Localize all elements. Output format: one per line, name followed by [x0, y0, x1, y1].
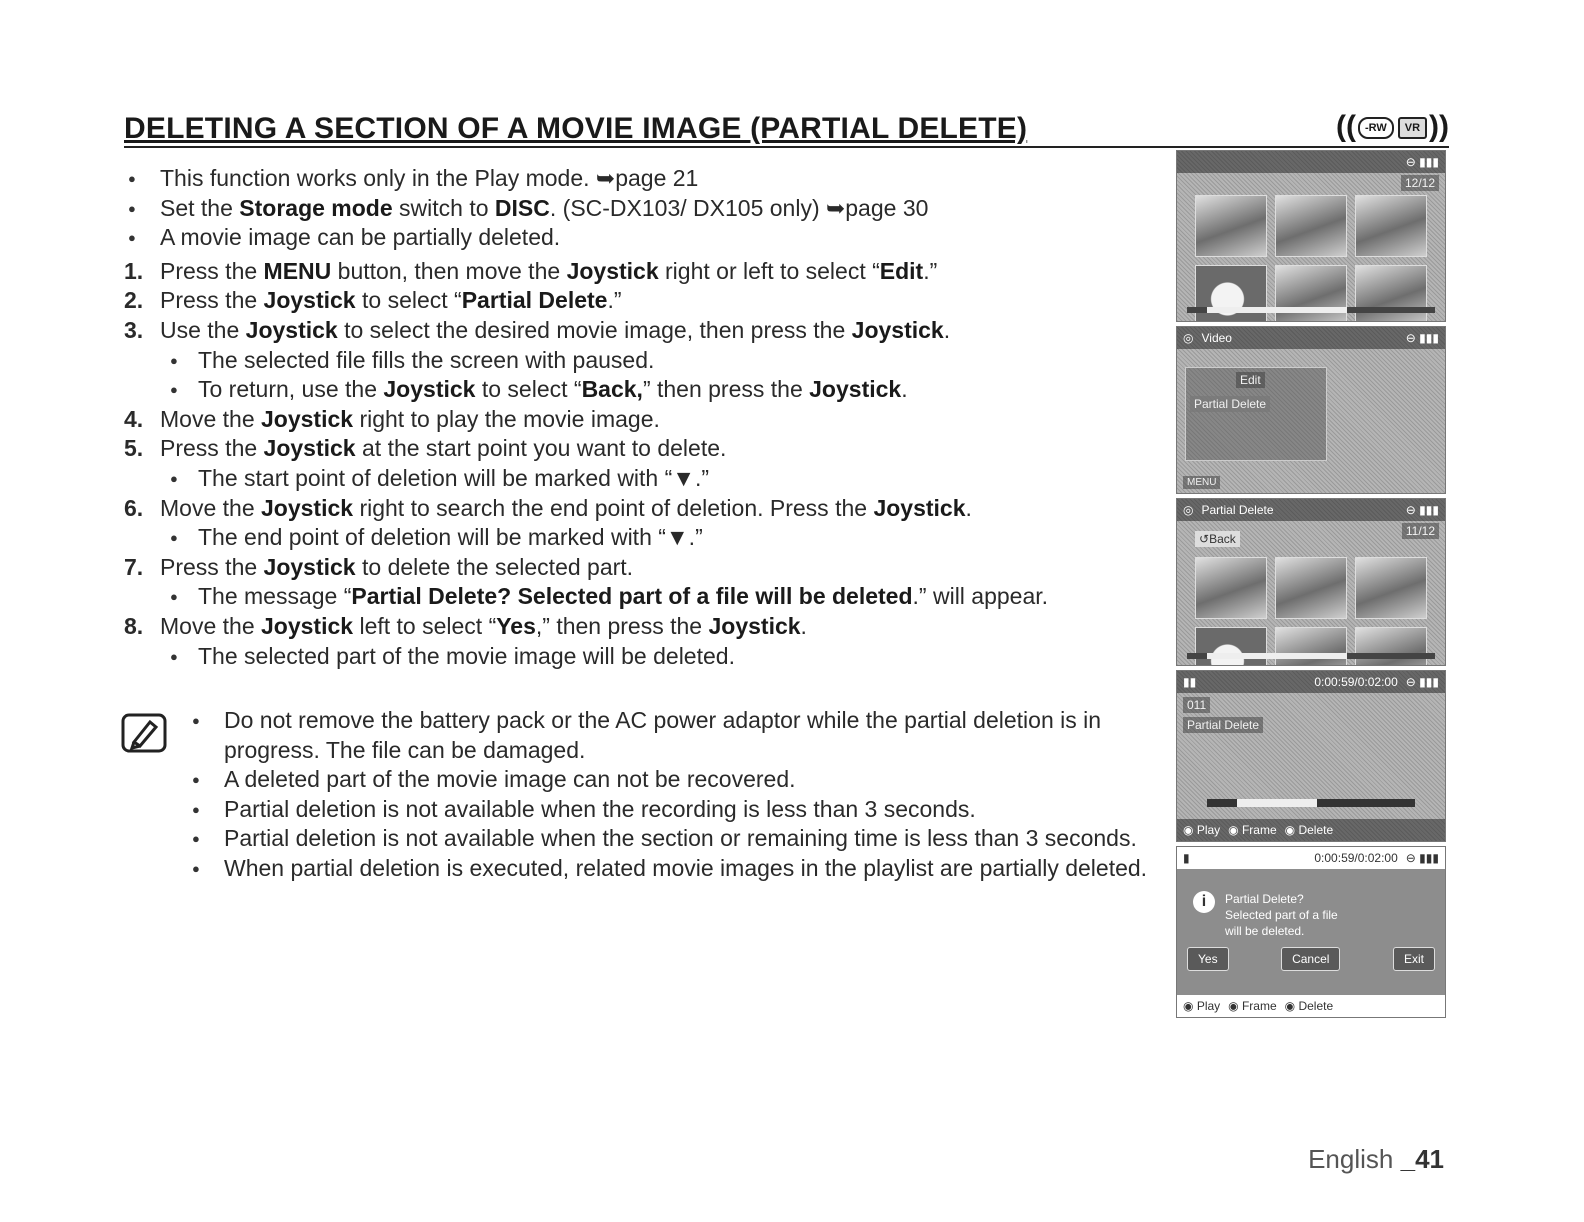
text-run: The message “ — [198, 583, 352, 610]
title-row — [124, 112, 1449, 148]
thumbnail — [1355, 627, 1427, 666]
step-item — [124, 405, 1164, 435]
emphasis-text: Joystick — [245, 316, 338, 343]
step-number: 1. — [124, 257, 144, 284]
note-item: ● A deleted part of the movie image can not be recovered. — [188, 765, 1160, 795]
pause-icon: ▮▮ — [1183, 675, 1197, 689]
screen-bottom-bar — [1177, 819, 1445, 841]
step-number: 7. — [124, 553, 144, 580]
cancel-button: Cancel — [1281, 947, 1340, 971]
text-run: Press the — [160, 553, 264, 580]
sub-bullet-item — [160, 375, 1164, 405]
emphasis-text: Joystick — [383, 376, 476, 403]
text-run: The start point of deletion will be marked with “▼.” — [198, 464, 710, 491]
thumbnail — [1275, 557, 1347, 619]
time-counter: 0:00:59/0:02:00 — [1314, 851, 1398, 865]
text-run: This function works only in the Play mode. — [160, 165, 596, 191]
play-control: ◉ Play — [1183, 999, 1221, 1013]
page-footer — [1308, 1144, 1444, 1175]
page-number: _41 — [1400, 1144, 1444, 1174]
text-run: . (SC-DX103/ DX105 only) ➥page 30 — [549, 194, 929, 221]
step-item — [124, 494, 1164, 553]
thumbnail — [1275, 265, 1347, 322]
step-number: 3. — [124, 316, 144, 343]
video-mode-icon: ◎ — [1183, 503, 1194, 517]
thumbnail — [1355, 557, 1427, 619]
disc-indicator-icon: ⊖ ▮▮▮ — [1405, 503, 1439, 517]
step-item — [124, 286, 1164, 316]
text-run: switch to — [392, 194, 495, 221]
text-run: button, then move the — [331, 257, 567, 284]
text-run: Move the — [160, 612, 261, 639]
text-run: to select the desired movie image, then press the — [337, 316, 852, 343]
text-run: left to select “ — [353, 612, 497, 639]
text-run: Move the — [160, 494, 261, 521]
disc-indicator-icon: ⊖ ▮▮▮ — [1405, 675, 1439, 689]
text-run: ➥page 21 — [595, 165, 699, 191]
text-run: .” — [607, 287, 622, 314]
screen-bottom-bar — [1177, 995, 1445, 1017]
emphasis-text: MENU — [263, 257, 332, 284]
text-run: right or left to select “ — [658, 257, 880, 284]
menu-button-label: MENU — [1183, 476, 1220, 489]
text-run: at the start point you want to delete. — [355, 435, 727, 462]
step-item — [124, 257, 1164, 287]
step-item — [124, 553, 1164, 612]
footer-language: English — [1308, 1144, 1394, 1174]
emphasis-text: Joystick — [263, 287, 356, 314]
emphasis-text: Joystick — [263, 435, 356, 462]
step-number: 8. — [124, 612, 144, 639]
scroll-bar — [1187, 307, 1435, 313]
disc-indicator-icon: ⊖ ▮▮▮ — [1405, 331, 1439, 345]
text-run: A movie image can be partially deleted. — [160, 224, 561, 251]
emphasis-text: DISC — [494, 194, 550, 221]
emphasis-text: Joystick — [261, 612, 354, 639]
delete-control: ◉ Delete — [1284, 823, 1334, 837]
thumbnail — [1195, 627, 1267, 666]
bullet-item — [124, 164, 1164, 194]
back-label: Back — [1209, 532, 1236, 546]
text-run: Use the — [160, 316, 246, 343]
text-run: .” will appear. — [912, 583, 1049, 610]
confirm-line-1: Partial Delete? — [1225, 892, 1304, 906]
screen-menu-edit — [1176, 326, 1446, 494]
confirm-line-3: will be deleted. — [1225, 924, 1305, 938]
thumbnail — [1355, 195, 1427, 257]
emphasis-text: Joystick — [809, 376, 902, 403]
exit-button: Exit — [1393, 947, 1435, 971]
text-run: Move the — [160, 405, 261, 432]
text-run: Press the — [160, 287, 264, 314]
note-item: ● Partial deletion is not available when the recording is less than 3 seconds. — [188, 795, 1160, 825]
step-number: 2. — [124, 287, 144, 314]
screen-title: Partial Delete — [1201, 503, 1274, 517]
emphasis-text: Partial Delete? Selected part of a file will be deleted — [351, 583, 913, 610]
step-list — [124, 257, 1164, 671]
file-counter: 12/12 — [1401, 175, 1439, 191]
note-item: ● When partial deletion is executed, related movie images in the playlist are partially deleted. — [188, 854, 1160, 884]
emphasis-text: Joystick — [873, 494, 966, 521]
emphasis-text: Back, — [581, 376, 643, 403]
emphasis-text: Joystick — [261, 405, 354, 432]
text-run: The selected file fills the screen with paused. — [198, 346, 655, 373]
time-counter: 0:00:59/0:02:00 — [1314, 675, 1398, 689]
note-pencil-icon — [120, 712, 168, 754]
intro-bullets — [124, 164, 1164, 253]
sub-bullet-item — [160, 346, 1164, 376]
text-run: .” — [923, 257, 938, 284]
play-control: ◉ Play — [1183, 823, 1221, 837]
sub-bullets — [160, 642, 1164, 672]
mode-icons: (( -RW VR )) — [1335, 110, 1449, 143]
menu-item-partial-delete: Partial Delete — [1190, 396, 1270, 412]
screen-playback — [1176, 670, 1446, 842]
info-icon: i — [1193, 891, 1215, 913]
partial-delete-label: Partial Delete — [1183, 717, 1263, 733]
step-number: 6. — [124, 494, 144, 521]
timeline-bar — [1207, 799, 1415, 807]
vr-mode-icon: VR — [1398, 117, 1427, 139]
bullet-item — [124, 194, 1164, 224]
text-run: Press the — [160, 257, 264, 284]
clip-number: 011 — [1183, 697, 1210, 713]
text-run: The selected part of the movie image will be deleted. — [198, 642, 735, 669]
emphasis-text: Joystick — [263, 553, 356, 580]
video-mode-icon: ◎ — [1183, 331, 1194, 345]
dialog-buttons — [1187, 947, 1435, 971]
step-item — [124, 434, 1164, 493]
text-run: Set the — [160, 194, 240, 221]
screen-top-bar — [1177, 151, 1445, 173]
screen-top-bar — [1177, 847, 1445, 869]
text-run: to delete the selected part. — [355, 553, 634, 580]
bullet-item — [124, 223, 1164, 253]
emphasis-text: Partial Delete — [461, 287, 608, 314]
text-run: . — [800, 612, 807, 639]
note-list — [120, 706, 1160, 884]
text-run: Press the — [160, 435, 264, 462]
emphasis-text: Storage mode — [239, 194, 393, 221]
text-run: . — [965, 494, 972, 521]
text-run: . — [943, 316, 951, 343]
frame-control: ◉ Frame — [1228, 999, 1277, 1013]
note-section — [120, 706, 1160, 884]
sub-bullet-item — [160, 642, 1164, 672]
menu-item-edit: Edit — [1236, 372, 1265, 388]
menu-panel — [1185, 367, 1327, 461]
back-button: ↺Back — [1195, 531, 1240, 547]
note-item: ● Do not remove the battery pack or the AC power adaptor while the partial deletion is in progress. The file can be damaged. — [188, 706, 1160, 765]
thumbnail — [1275, 195, 1347, 257]
text-run: . — [901, 376, 908, 403]
emphasis-text: Joystick — [851, 316, 944, 343]
emphasis-text: Edit — [879, 257, 924, 284]
emphasis-text: Joystick — [566, 257, 659, 284]
pause-icon: ▮ — [1183, 851, 1190, 865]
page-title: DELETING A SECTION OF A MOVIE IMAGE (PARTIAL DELETE) — [124, 112, 1028, 145]
scroll-bar — [1187, 653, 1435, 659]
disc-indicator-icon: ⊖ ▮▮▮ — [1405, 851, 1439, 865]
thumbnail-grid — [1195, 557, 1427, 666]
sub-bullet-item — [160, 582, 1164, 612]
text-run: right to search the end point of deletion. Press the — [353, 494, 874, 521]
emphasis-text: Joystick — [261, 494, 354, 521]
emphasis-text: Yes — [496, 612, 536, 639]
step-number: 4. — [124, 405, 144, 432]
thumbnail — [1195, 265, 1267, 322]
screen-thumbnail-view — [1176, 150, 1446, 322]
disc-indicator-icon: ⊖ ▮▮▮ — [1405, 155, 1439, 169]
delete-control: ◉ Delete — [1284, 999, 1334, 1013]
screen-confirm-dialog — [1176, 846, 1446, 1018]
emphasis-text: Joystick — [708, 612, 801, 639]
step-item — [124, 316, 1164, 405]
note-item: ● Partial deletion is not available when the section or remaining time is less than 3 seconds. — [188, 824, 1160, 854]
confirm-line-2: Selected part of a file — [1225, 908, 1338, 922]
frame-control: ◉ Frame — [1228, 823, 1277, 837]
thumbnail — [1275, 627, 1347, 666]
step-number: 5. — [124, 435, 144, 462]
text-run: right to play the movie image. — [353, 405, 660, 432]
screen-top-bar — [1177, 327, 1445, 349]
instructions — [124, 164, 1164, 671]
sub-bullets — [160, 346, 1164, 405]
text-run: ,” then press the — [535, 612, 709, 639]
sub-bullet-item — [160, 523, 1164, 553]
screen-partial-delete-select — [1176, 498, 1446, 666]
thumbnail — [1195, 195, 1267, 257]
screen-top-bar — [1177, 499, 1445, 521]
step-item — [124, 612, 1164, 671]
thumbnail-grid — [1195, 195, 1427, 322]
sub-bullets — [160, 523, 1164, 553]
text-run: The end point of deletion will be marked with “▼.” — [198, 524, 703, 551]
screen-top-bar — [1177, 671, 1445, 693]
file-counter: 11/12 — [1402, 523, 1439, 539]
yes-button: Yes — [1187, 947, 1229, 971]
text-run: To return, use the — [198, 376, 384, 403]
text-run: ” then press the — [642, 376, 810, 403]
rw-disc-icon: -RW — [1358, 117, 1394, 139]
sub-bullets — [160, 582, 1164, 612]
confirm-message — [1225, 891, 1338, 939]
sub-bullets — [160, 464, 1164, 494]
thumbnail — [1355, 265, 1427, 322]
thumbnail — [1195, 557, 1267, 619]
text-run: to select “ — [355, 287, 462, 314]
sub-bullet-item — [160, 464, 1164, 494]
menu-title: Video — [1201, 331, 1232, 345]
screen-illustrations — [1176, 150, 1446, 1022]
text-run: to select “ — [475, 376, 582, 403]
